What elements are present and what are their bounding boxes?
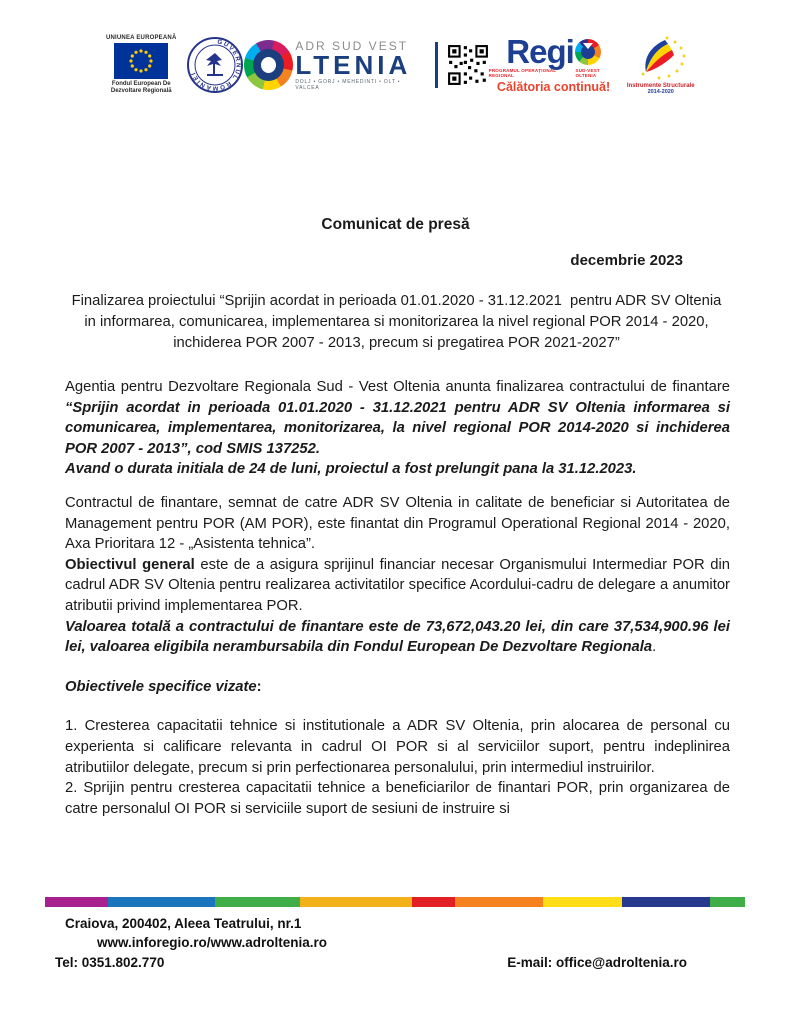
text-run: Avand o durata initiala de 24 de luni, proiectul a fost prelungit pana la 31.12.2023. (65, 461, 637, 478)
text-run: : (256, 678, 262, 695)
page-title: Comunicat de presă (321, 216, 470, 233)
footer (45, 897, 745, 972)
logo-divider (435, 42, 438, 88)
stripe-segment (543, 897, 622, 907)
regio-logo-name: Regi (506, 32, 574, 70)
regio-wheel-icon (575, 39, 601, 65)
paragraph (65, 677, 730, 698)
gov-seal-text: GUVERNUL ROMÂNIEI (190, 38, 243, 92)
text-run: Obiectivele specifice vizate (65, 678, 257, 695)
text-run: 1. Cresterea capacitatii tehnice si institutionale a ADR SV Oltenia, prin alocarea de personal cu experienta si calificare relevanta in cadrul OI POR si al serviciilor suport, pentru indeplinirea atributiilor delegate, precum si prin perfectionarea personalului, prin intermediul instruirilor. (65, 718, 730, 776)
eu-flag-logo (96, 35, 186, 96)
footer-phone: Tel: 0351.802.770 (55, 955, 165, 970)
text-run: Contractul de finantare, semnat de catre ADR SV Oltenia in calitate de beneficiar si Autoritatea de Management pentru POR (AM POR), este finantat din Programul Operational Regional 2014 - 2020, Axa Prioritara 12 - „Asistenta tehnica”. (65, 494, 730, 553)
stripe-segment (622, 897, 710, 907)
stripe-segment (215, 897, 300, 907)
paragraph (65, 493, 730, 555)
paragraph (65, 617, 730, 658)
adr-oltenia-logo (244, 39, 488, 91)
stripe-segment (108, 897, 215, 907)
eu-logo-title: UNIUNEA EUROPEANĂ (105, 34, 177, 41)
eu-logo-subtitle-2: Dezvoltare Regională (110, 88, 172, 94)
logo-header (0, 0, 791, 104)
paragraph (65, 716, 730, 778)
text-run: Valoarea totală a contractului de finantare este de 73,672,043.20 lei, din care 37,534,900.96 lei lei, valoarea eligibila nerambursabila din Fondul European De Dezvoltare Regionala (65, 618, 730, 656)
instrumente-line-1: Instrumente Structurale (626, 82, 695, 89)
regio-tagline: Călătoria continuă! (496, 79, 611, 94)
paragraph (65, 459, 730, 480)
paragraph (65, 377, 730, 459)
footer-stripe (45, 897, 745, 907)
document-date: decembrie 2023 (570, 252, 683, 269)
eu-flag-icon (114, 43, 168, 79)
instrumente-line-2: 2014-2020 (647, 88, 674, 95)
guvernul-romaniei-logo (186, 36, 244, 94)
adr-pinwheel-icon (244, 40, 293, 90)
stripe-segment (300, 897, 412, 907)
stripe-segment (710, 897, 745, 907)
text-run: Obiectivul general (65, 556, 195, 573)
adr-logo-top: ADR SUD VEST (295, 39, 409, 53)
regio-sub-left: PROGRAMUL OPERAȚIONAL REGIONAL (488, 67, 557, 78)
text-run: 2. Sprijin pentru cresterea capacitatii tehnice a beneficiarilor de finantari POR, prin organizarea de catre personalul OI POR si serviciile suport de sesiuni de instruire si (65, 780, 730, 817)
adr-logo-counties: DOLJ • GORJ • MEHEDINTI • OLT • VALCEA (295, 79, 401, 91)
text-run: este de a asigura sprijinul financiar necesar Organismului Intermediar POR din cadrul ADR SV Oltenia pentru realizarea activitatilor specifice Acordului-cadru de delegare a anumitor atributii privind implementarea POR. (65, 556, 730, 614)
paragraph (65, 778, 730, 819)
project-headline: Finalizarea proiectului “Sprijin acordat in perioada 01.01.2020 - 31.12.2021 pentru ADR SV Oltenia in informarea, comunicarea, implementarea si monitorizarea la nivel regional POR 2014 - 2020, inchiderea POR 2007 - 2013, precum si pregatirea POR 2021-2027” (71, 293, 722, 351)
instrumente-structurale-logo (618, 36, 703, 95)
footer-website: www.inforegio.ro/www.adroltenia.ro (97, 935, 328, 950)
text-run: . (652, 639, 657, 656)
footer-email: E-mail: office@adroltenia.ro (507, 955, 687, 970)
instrumente-swoosh-icon (631, 36, 691, 82)
eu-logo-subtitle-1: Fondul European De (111, 80, 171, 87)
paragraph (65, 555, 730, 617)
stripe-segment (455, 897, 543, 907)
body-text (65, 377, 730, 819)
text-run: “Sprijin acordat in perioada 01.01.2020 - 31.12.2021 pentru ADR SV Oltenia informarea si comunicarea, implementarea, monitorizarea, la nivel regional POR 2014-2020 si inchiderea POR 2007 - 2013”, cod SMIS 137252. (65, 399, 730, 457)
regio-sub-right: SUD-VEST OLTENIA (575, 67, 600, 78)
regio-logo (488, 32, 619, 94)
stripe-segment (412, 897, 455, 907)
footer-address: Craiova, 200402, Aleea Teatrului, nr.1 (65, 916, 302, 931)
adr-logo-name: LTENIA (295, 50, 412, 80)
gov-seal-icon (186, 36, 244, 94)
stripe-segment (45, 897, 108, 907)
text-run: Agentia pentru Dezvoltare Regionala Sud - Vest Oltenia anunta finalizarea contractului de finantare (65, 379, 730, 395)
qr-code-icon (447, 44, 489, 86)
